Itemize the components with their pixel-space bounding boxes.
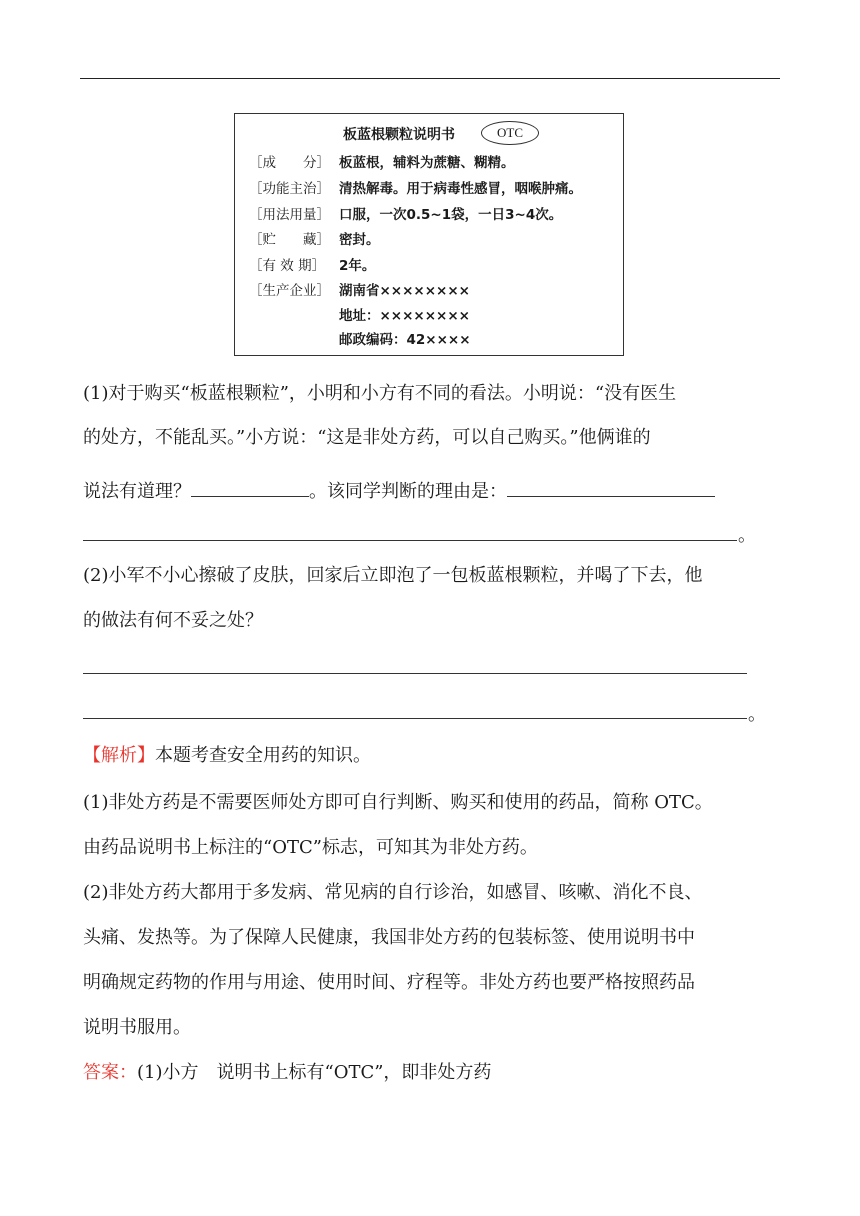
answer-line-q2-1[interactable]: [83, 673, 747, 674]
analysis-p2-line-1: (2)非处方药大都用于多发病、常见病的自行诊治，如感冒、咳嗽、消化不良、: [83, 882, 703, 903]
analysis-tag: 【解析】: [83, 745, 155, 766]
answer-blank-who[interactable]: [191, 478, 309, 497]
analysis-p1-line-1: (1)非处方药是不需要医师处方即可自行判断、购买和使用的药品，简称 OTC。: [83, 792, 713, 813]
row-value: 清热解毒。用于病毒性感冒，咽喉肿痛。: [339, 181, 582, 197]
label-title: 板蓝根颗粒说明书: [343, 127, 455, 143]
label-postcode: 邮政编码：42××××: [339, 332, 471, 348]
row-key: ［成 分］: [249, 155, 330, 171]
label-row: [249, 280, 470, 302]
q2-period: 。: [748, 704, 766, 725]
q1-period: 。: [738, 525, 756, 546]
answer-blank-reason[interactable]: [507, 478, 715, 497]
label-address: 地址：××××××××: [339, 308, 470, 324]
header-rule: [80, 78, 780, 79]
q2-line-1: (2)小军不小心擦破了皮肤，回家后立即泡了一包板蓝根颗粒，并喝了下去，他: [83, 565, 703, 586]
q1-line-3: [83, 478, 715, 504]
label-row: [249, 255, 375, 277]
row-key: ［用法用量］: [249, 207, 330, 223]
answer-line-reason[interactable]: [83, 540, 737, 541]
label-row: [249, 204, 562, 226]
otc-mark: OTC: [481, 121, 539, 145]
analysis-intro-line: [83, 744, 371, 768]
q1-line-2: 的处方，不能乱买。”小方说：“这是非处方药，可以自己购买。”他俩谁的: [83, 427, 651, 448]
label-row: [249, 229, 380, 251]
row-value: 口服，一次0.5~1袋，一日3~4次。: [339, 207, 563, 223]
q1-prompt: 说法有道理？: [83, 481, 191, 502]
medicine-label: [234, 113, 624, 356]
row-key: ［贮 藏］: [249, 232, 330, 248]
answer-line: [83, 1061, 491, 1085]
row-key: ［生产企业］: [249, 283, 330, 299]
label-row: [249, 152, 515, 174]
answer-line-q2-2[interactable]: [83, 718, 747, 719]
answer-tag: 答案：: [83, 1062, 137, 1083]
analysis-p1-line-2: 由药品说明书上标注的“OTC”标志，可知其为非处方药。: [83, 837, 538, 858]
q1-reason-prompt: 。该同学判断的理由是：: [309, 481, 507, 502]
analysis-p2-line-3: 明确规定药物的作用与用途、使用时间、疗程等。非处方药也要严格按照药品: [83, 972, 695, 993]
q2-line-2: 的做法有何不妥之处？: [83, 610, 263, 631]
analysis-p2-line-2: 头痛、发热等。为了保障人民健康，我国非处方药的包装标签、使用说明书中: [83, 927, 695, 948]
row-value: 密封。: [339, 232, 380, 248]
row-value: 板蓝根，辅料为蔗糖、糊精。: [339, 155, 515, 171]
row-key: ［功能主治］: [249, 181, 330, 197]
row-key: ［有 效 期］: [249, 258, 326, 274]
label-row: [249, 178, 582, 200]
analysis-p2-line-4: 说明书服用。: [83, 1017, 191, 1038]
q1-line-1: (1)对于购买“板蓝根颗粒”，小明和小方有不同的看法。小明说：“没有医生: [83, 383, 677, 404]
row-value: 2年。: [339, 258, 376, 274]
answer-text: (1)小方 说明书上标有“OTC”，即非处方药: [137, 1062, 492, 1083]
analysis-intro: 本题考查安全用药的知识。: [155, 745, 371, 766]
row-value: 湖南省××××××××: [339, 283, 470, 299]
